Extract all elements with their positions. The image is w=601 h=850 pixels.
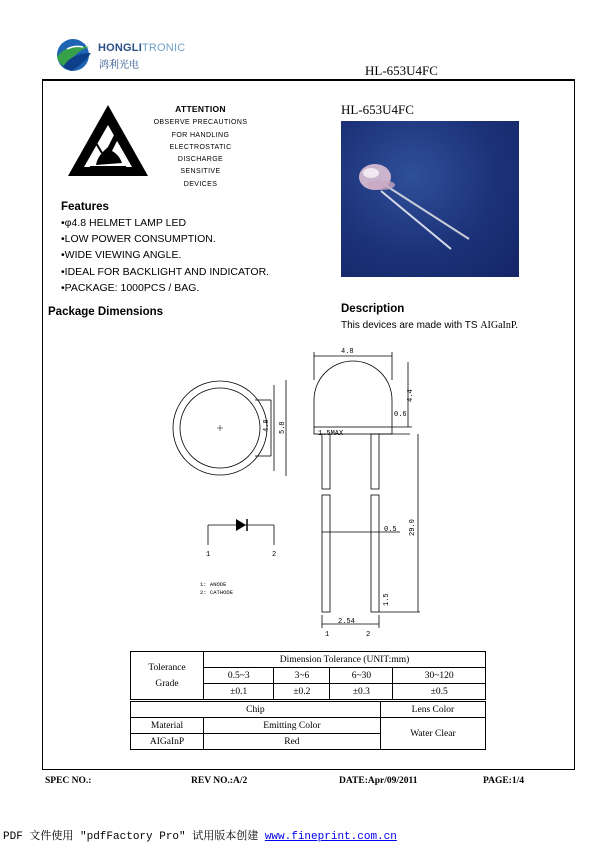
features-list (61, 215, 269, 296)
feature-item: •PACKAGE: 1000PCS / BAG. (61, 281, 200, 294)
attention-line: DEVICES (183, 180, 218, 188)
footer-spec: SPEC NO.: (45, 776, 92, 786)
chip-header: Chip (131, 702, 381, 718)
feature-item: •φ4.8 HELMET LAMP LED (61, 217, 187, 229)
lens-value: Water Clear (380, 718, 485, 750)
tolerance-cell: ±0.5 (393, 684, 486, 700)
dim-flange: 0.6 (394, 411, 407, 419)
lens-header: Lens Color (380, 702, 485, 718)
attention-line: SENSITIVE (180, 168, 221, 176)
tolerance-cell: ±0.1 (204, 684, 274, 700)
attention-line: ELECTROSTATIC (169, 143, 232, 151)
range-cell: 30~120 (393, 668, 486, 684)
dim-body-h: 4.8 (263, 419, 271, 432)
pdf-watermark: PDF 文件使用 "pdfFactory Pro" 试用版本创建 www.fineprint.com.cn (3, 831, 397, 843)
company-logo (53, 37, 93, 73)
footer-date: DATE:Apr/09/2011 (339, 776, 418, 786)
watermark-link[interactable]: www.fineprint.com.cn (264, 831, 397, 843)
range-cell: 6~30 (330, 668, 393, 684)
dim-lead-top: 1.5MAX (318, 430, 344, 438)
tolerance-grade-label: Tolerance Grade (131, 652, 204, 700)
description-title: Description (341, 303, 405, 315)
pin-label: 2 (272, 551, 277, 559)
package-dimensions-title: Package Dimensions (48, 306, 164, 318)
dim-pitch: 2.54 (338, 618, 355, 626)
attention-line: OBSERVE PRECAUTIONS (153, 119, 248, 127)
pin-label: 1 (206, 551, 211, 559)
dim-lead-w: 0.5 (384, 526, 397, 534)
brand-name-cn: 鸿利光电 (99, 60, 139, 71)
feature-item: •WIDE VIEWING ANGLE. (61, 249, 182, 262)
footer-page: PAGE:1/4 (483, 776, 524, 786)
feature-item: •LOW POWER CONSUMPTION. (61, 233, 216, 246)
dim-flange-d: 5.8 (279, 421, 287, 434)
attention-title: ATTENTION (175, 104, 226, 114)
attention-line: FOR HANDLING (171, 131, 230, 139)
range-cell: 3~6 (274, 668, 330, 684)
tolerance-cell: ±0.3 (330, 684, 393, 700)
product-photo (341, 121, 519, 277)
tolerance-table (130, 651, 486, 700)
material-value: AIGaInP (131, 734, 204, 750)
logo-mark-icon (53, 37, 93, 73)
package-drawing (160, 340, 420, 640)
attention-line: DISCHARGE (177, 156, 224, 164)
description-text: This devices are made with TS AIGaInP. (341, 320, 518, 331)
material-label: Material (131, 718, 204, 734)
chip-table (130, 701, 486, 750)
esd-warning-icon (66, 103, 150, 183)
dim-width: 4.8 (341, 348, 354, 356)
pin-label: 1 (325, 631, 330, 639)
range-cell: 0.5~3 (204, 668, 274, 684)
pin-label: 2 (366, 631, 371, 639)
dim-dome: 4.4 (407, 389, 415, 402)
header-part-number: HL-653U4FC (365, 63, 438, 78)
dim-bottom: 1.5 (383, 593, 391, 606)
features-title: Features (61, 201, 109, 213)
pin-legend: 1: ANODE (200, 581, 227, 588)
footer-rev: REV NO.:A/2 (191, 776, 248, 786)
tolerance-header: Dimension Tolerance (UNIT:mm) (204, 652, 486, 668)
product-title: HL-653U4FC (341, 102, 414, 117)
feature-item: •IDEAL FOR BACKLIGHT AND INDICATOR. (61, 265, 270, 278)
brand-name: HONGLITRONIC (98, 42, 186, 54)
diode-anode-icon (236, 519, 246, 531)
tolerance-cell: ±0.2 (274, 684, 330, 700)
attention-block (148, 103, 253, 191)
pin-legend: 2: CATHODE (200, 589, 234, 596)
dim-length: 29.0 (409, 519, 417, 536)
emitting-label: Emitting Color (204, 718, 381, 734)
emitting-value: Red (204, 734, 381, 750)
